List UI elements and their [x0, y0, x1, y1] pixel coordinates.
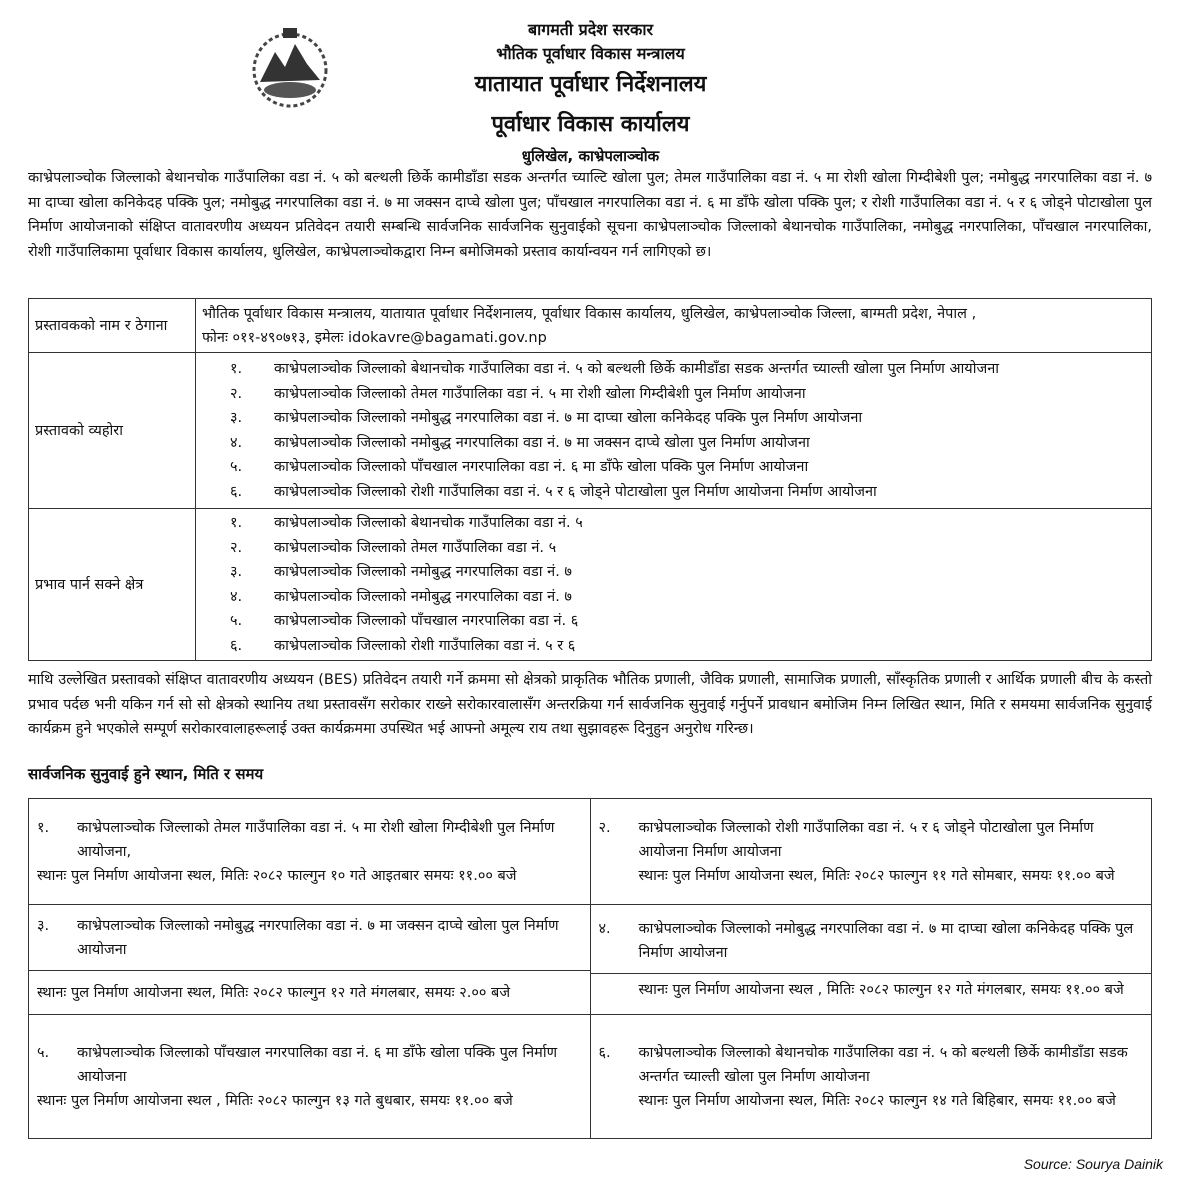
proposer-address: भौतिक पूर्वाधार विकास मन्त्रालय, यातायात पूर्वाधार निर्देशनालय, पूर्वाधार विकास कार्यालय, धुलिखेल, काभ्रेपलाञ्चोक जिल्ला, बाग्मती प्रदेश, नेपाल ,	[202, 305, 977, 322]
item-number: ३.	[230, 410, 243, 426]
hearing-cell	[590, 1015, 1152, 1139]
item-text: काभ्रेपलाञ्चोक जिल्लाको रोशी गाउँपालिका वडा नं. ५ र ६	[274, 637, 576, 654]
list-item	[230, 357, 1145, 382]
hearing-project: काभ्रेपलाञ्चोक जिल्लाको नमोबुद्ध नगरपालिका वडा नं. ७ मा दाप्चा खोला कनिकेदह पक्कि पुल निर्माण आयोजना	[638, 921, 1134, 961]
item-number: ४.	[598, 921, 611, 937]
item-number: ४.	[230, 588, 243, 605]
source-credit: Source: Sourya Dainik	[1023, 1156, 1163, 1172]
hearing-schedule-table	[28, 798, 1152, 1139]
hearing-cell	[29, 905, 591, 1015]
header-office: पूर्वाधार विकास कार्यालय	[491, 112, 690, 137]
item-number: ५.	[230, 459, 243, 475]
list-item	[230, 585, 1145, 610]
item-number: ४.	[230, 434, 243, 451]
header-location: धुलिखेल, काभ्रेपलाञ्चोक	[521, 147, 660, 165]
item-text: काभ्रेपलाञ्चोक जिल्लाको नमोबुद्ध नगरपालिका वडा नं. ७	[274, 588, 572, 605]
item-text: काभ्रेपलाञ्चोक जिल्लाको तेमल गाउँपालिका वडा नं. ५	[274, 539, 557, 556]
hearing-project: काभ्रेपलाञ्चोक जिल्लाको रोशी गाउँपालिका वडा नं. ५ र ६ जोड्ने पोटाखोला पुल निर्माण आयोजना निर्माण आयोजना	[638, 819, 1094, 860]
list-item	[230, 480, 1145, 505]
item-text: काभ्रेपलाञ्चोक जिल्लाको बेथानचोक गाउँपालिका वडा नं. ५	[274, 515, 583, 531]
list-item	[230, 634, 1145, 659]
item-text: काभ्रेपलाञ्चोक जिल्लाको नमोबुद्ध नगरपालिका वडा नं. ७	[274, 564, 572, 580]
list-item	[230, 406, 1145, 431]
item-number: १.	[230, 515, 243, 531]
list-item	[230, 609, 1145, 634]
list-item	[230, 511, 1145, 536]
list-item	[230, 382, 1145, 407]
item-number: २.	[230, 385, 243, 402]
item-number: ३.	[37, 918, 50, 934]
item-number: ६.	[230, 483, 243, 500]
proposal-table	[28, 298, 1152, 661]
proposal-list	[202, 357, 1145, 504]
hearing-cell	[590, 799, 1152, 905]
hearing-project: काभ्रेपलाञ्चोक जिल्लाको नमोबुद्ध नगरपालिका वडा नं. ७ मा जक्सन दाप्चे खोला पुल निर्माण आयोजना	[77, 918, 559, 958]
item-text: काभ्रेपलाञ्चोक जिल्लाको बेथानचोक गाउँपालिका वडा नं. ५ को बल्थली छिर्के कामीडाँडा सडक अन्तर्गत च्याल्ती खोला पुल निर्माण आयोजना	[274, 361, 1000, 377]
item-number: ६.	[230, 637, 243, 654]
proposal-label: प्रस्तावको व्यहोरा	[29, 353, 196, 509]
hearing-venue: स्थानः पुल निर्माण आयोजना स्थल, मितिः २०८२ फाल्गुन १४ गते बिहिबार, समयः ११.०० बजे	[638, 1092, 1116, 1109]
hearing-cell	[590, 905, 1152, 1015]
item-text: काभ्रेपलाञ्चोक जिल्लाको नमोबुद्ध नगरपालिका वडा नं. ७ मा दाप्चा खोला कनिकेदह पक्कि पुल निर्माण आयोजना	[274, 410, 863, 426]
item-text: काभ्रेपलाञ्चोक जिल्लाको नमोबुद्ध नगरपालिका वडा नं. ७ मा जक्सन दाप्चे खोला पुल निर्माण आयोजना	[274, 434, 810, 451]
proposer-contact: फोनः ०११-४९०७१३, इमेलः idokavre@bagamati.gov.np	[202, 329, 547, 346]
hearing-project: काभ्रेपलाञ्चोक जिल्लाको तेमल गाउँपालिका वडा नं. ५ मा रोशी खोला गिम्दीबेशी पुल निर्माण आयोजना,	[77, 819, 555, 860]
item-text: काभ्रेपलाञ्चोक जिल्लाको पाँचखाल नगरपालिका वडा नं. ६ मा डाँफे खोला पक्कि पुल निर्माण आयोजना	[274, 459, 809, 475]
hearing-cell	[29, 799, 591, 905]
hearing-venue: स्थानः पुल निर्माण आयोजना स्थल , मितिः २०८२ फाल्गुन १२ गते मंगलबार, समयः ११.०० बजे	[591, 973, 1152, 1002]
header-directorate: यातायात पूर्वाधार निर्देशनालय	[474, 72, 707, 97]
body-paragraph: माथि उल्लेखित प्रस्तावको संक्षिप्त वातावरणीय अध्ययन (BES) प्रतिवेदन तयारी गर्ने क्रममा सो क्षेत्रको प्राकृतिक भौतिक प्रणाली, जैविक प्रणाली, सामाजिक प्रणाली, साँस्कृतिक प्रणाली र आर्थिक प्रणाली बीच के कस्तो प्रभाव पर्दछ भनी यकिन गर्न सो सो क्षेत्रको स्थानिय तथा प्रस्तावसँग सरोकार राख्ने सरोकारवालासँग अन्तरक्रिया गर्न सार्वजनिक सुनुवाई गर्नुपर्ने प्रावधान बमोजिम निम्न लिखित स्थान, मिति र समयमा सार्वजनिक सुनुवाई कार्यक्रम हुने भएकोले सम्पूर्ण सरोकारवालाहरूलाई उक्त कार्यक्रममा उपस्थित भई आफ्नो अमूल्य राय तथा सुझावहरू दिनुहुन अनुरोध गरिन्छ।	[28, 672, 1152, 737]
item-number: २.	[230, 539, 243, 556]
proposer-label: प्रस्तावकको नाम र ठेगाना	[29, 299, 196, 353]
item-text: काभ्रेपलाञ्चोक जिल्लाको रोशी गाउँपालिका वडा नं. ५ र ६ जोड्ने पोटाखोला पुल निर्माण आयोजना निर्माण आयोजना	[274, 483, 877, 500]
hearing-venue: स्थानः पुल निर्माण आयोजना स्थल, मितिः २०८२ फाल्गुन ११ गते सोमबार, समयः ११.०० बजे	[638, 867, 1115, 884]
list-item	[230, 455, 1145, 480]
item-number: ५.	[37, 1044, 50, 1061]
hearing-project: काभ्रेपलाञ्चोक जिल्लाको पाँचखाल नगरपालिका वडा नं. ६ मा डाँफे खोला पक्कि पुल निर्माण आयोजना	[77, 1044, 558, 1085]
item-number: ५.	[230, 613, 243, 629]
hearing-venue: स्थानः पुल निर्माण आयोजना स्थल, मितिः २०८२ फाल्गुन १२ गते मंगलबार, समयः २.०० बजे	[29, 970, 590, 1005]
hearing-cell	[29, 1015, 591, 1139]
list-item	[230, 536, 1145, 561]
item-number: १.	[37, 819, 50, 836]
affected-area-list	[202, 511, 1145, 658]
affected-area-label: प्रभाव पार्न सक्ने क्षेत्र	[29, 509, 196, 661]
list-item	[230, 560, 1145, 585]
item-number: ३.	[230, 564, 243, 580]
hearing-venue: स्थानः पुल निर्माण आयोजना स्थल , मितिः २०८२ फाल्गुन १३ गते बुधबार, समयः ११.०० बजे	[37, 1092, 513, 1109]
header-ministry: भौतिक पूर्वाधार विकास मन्त्रालय	[496, 44, 685, 63]
hearing-project: काभ्रेपलाञ्चोक जिल्लाको बेथानचोक गाउँपालिका वडा नं. ५ को बल्थली छिर्के कामीडाँडा सडक अन्तर्गत च्याल्ती खोला पुल निर्माण आयोजना	[638, 1044, 1128, 1085]
item-text: काभ्रेपलाञ्चोक जिल्लाको तेमल गाउँपालिका वडा नं. ५ मा रोशी खोला गिम्दीबेशी पुल निर्माण आयोजना	[274, 385, 806, 402]
item-number: १.	[230, 361, 243, 377]
item-number: ६.	[598, 1044, 611, 1061]
item-number: २.	[598, 819, 611, 836]
item-text: काभ्रेपलाञ्चोक जिल्लाको पाँचखाल नगरपालिका वडा नं. ६	[274, 613, 579, 629]
hearing-venue: स्थानः पुल निर्माण आयोजना स्थल, मितिः २०८२ फाल्गुन १० गते आइतबार समयः ११.०० बजे	[37, 867, 517, 884]
list-item	[230, 431, 1145, 456]
intro-paragraph: काभ्रेपलाञ्चोक जिल्लाको बेथानचोक गाउँपालिका वडा नं. ५ को बल्थली छिर्के कामीडाँडा सडक अन्तर्गत च्याल्टि खोला पुल; तेमल गाउँपालिका वडा नं. ५ मा रोशी खोला गिम्दीबेशी पुल; नमोबुद्ध नगरपालिका वडा नं. ७ मा दाप्चा खोला कनिकेदह पक्कि पुल; नमोबुद्ध नगरपालिका वडा नं. ७ मा जक्सन दाप्चे खोला पुल; पाँचखाल नगरपालिका वडा नं. ६ मा डाँफे खोला पक्कि पुल; र रोशी गाउँपालिका वडा नं. ५ र ६ जोड्ने पोटाखोला पुल निर्माण आयोजनाको संक्षिप्त वातावरणीय अध्ययन प्रतिवेदन तयारी सम्बन्धि सार्वजनिक सार्वजनिक सुनुवाईको सूचना काभ्रेपलाञ्चोक जिल्लाको बेथानचोक गाउँपालिका, नमोबुद्ध नगरपालिका, पाँचखाल नगरपालिका, रोशी गाउँपालिकामा पूर्वाधार विकास कार्यालय, धुलिखेल, काभ्रेपलाञ्चोकद्वारा निम्न बमोजिमको प्रस्ताव कार्यान्वयन गर्न लागिएको छ।	[28, 170, 1152, 260]
header-province: बागमती प्रदेश सरकार	[527, 20, 654, 39]
hearing-heading: सार्वजनिक सुनुवाई हुने स्थान, मिति र समय	[28, 765, 264, 783]
